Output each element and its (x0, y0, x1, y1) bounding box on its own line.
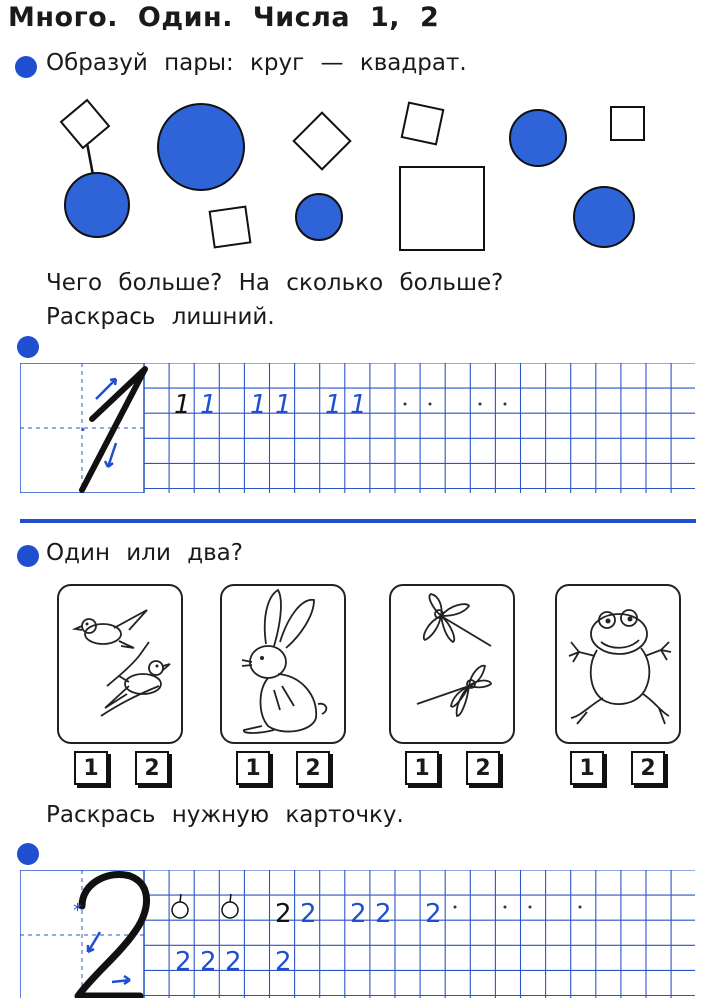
option-one-box[interactable]: 1 (236, 751, 270, 785)
square-shape[interactable] (399, 166, 485, 251)
sample-two: 2 (275, 947, 292, 977)
birds-picture (59, 586, 185, 746)
sample-two: 2 (275, 899, 292, 929)
circle-shape[interactable] (295, 193, 343, 241)
task-bullet (17, 545, 39, 567)
sample-one: 1 (250, 390, 267, 420)
writing-grid-2[interactable] (20, 870, 696, 998)
sample-one: 1 (275, 390, 292, 420)
card-frog[interactable] (555, 584, 681, 744)
page-title: Много. Один. Числа 1, 2 (8, 2, 440, 33)
sample-two: 2 (225, 947, 242, 977)
start-star-icon: * (73, 900, 82, 921)
sample-two: 2 (200, 947, 217, 977)
option-two-box[interactable]: 2 (466, 751, 500, 785)
option-one-box[interactable]: 1 (570, 751, 604, 785)
card-instruction: Раскрась нужную карточку. (46, 802, 404, 828)
circle-shape[interactable] (509, 109, 567, 167)
sample-one: 1 (350, 390, 367, 420)
option-one-box[interactable]: 1 (74, 751, 108, 785)
hare-picture (222, 586, 348, 746)
circle-shape[interactable] (157, 103, 245, 191)
card-birds[interactable] (57, 584, 183, 744)
task-bullet (17, 843, 39, 865)
task-bullet (17, 336, 39, 358)
circle-shape[interactable] (573, 186, 635, 248)
apple-icon (172, 902, 188, 918)
apple-icon (222, 902, 238, 918)
dragonflies-picture (391, 586, 517, 746)
square-shape[interactable] (209, 206, 252, 249)
circle-shape[interactable] (64, 172, 130, 238)
card-dragonflies[interactable] (389, 584, 515, 744)
question-line1: Чего больше? На сколько больше? (46, 270, 504, 296)
sample-two: 2 (300, 899, 317, 929)
sample-two: 2 (175, 947, 192, 977)
task3-text: Один или два? (46, 540, 243, 566)
question-line2: Раскрась лишний. (46, 304, 275, 330)
sample-one: 1 (174, 390, 191, 420)
sample-one: 1 (325, 390, 342, 420)
option-two-box[interactable]: 2 (631, 751, 665, 785)
frog-picture (557, 586, 683, 746)
task1-text: Образуй пары: круг — квадрат. (46, 50, 467, 76)
square-shape[interactable] (401, 102, 445, 146)
section-divider (20, 519, 696, 523)
option-two-box[interactable]: 2 (135, 751, 169, 785)
writing-grid-1[interactable] (20, 363, 696, 493)
svg-text:•: • (80, 425, 86, 436)
option-one-box[interactable]: 1 (405, 751, 439, 785)
option-two-box[interactable]: 2 (296, 751, 330, 785)
square-shape[interactable] (610, 106, 645, 141)
sample-two: 2 (375, 899, 392, 929)
sample-two: 2 (425, 899, 442, 929)
sample-one: 1 (200, 390, 217, 420)
card-hare[interactable] (220, 584, 346, 744)
sample-two: 2 (350, 899, 367, 929)
